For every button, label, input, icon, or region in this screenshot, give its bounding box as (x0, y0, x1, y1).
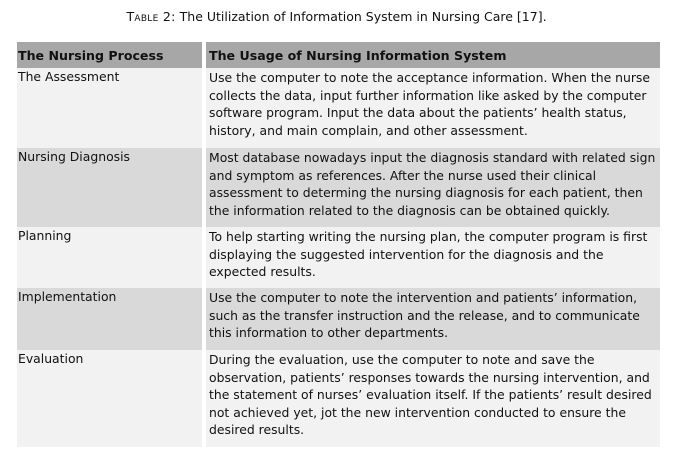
table-caption (0, 9, 673, 24)
table-row (17, 68, 660, 148)
table-row (17, 148, 660, 227)
table-header-row (17, 42, 660, 68)
process-cell: Evaluation (17, 350, 202, 447)
table-row (17, 288, 660, 350)
process-cell: Nursing Diagnosis (17, 148, 202, 227)
process-cell: Implementation (17, 288, 202, 350)
table-row (17, 350, 660, 447)
usage-cell: Use the computer to note the acceptance information. When the nurse collects the data, input further information like asked by the computer software program. Input the data about the patients’ health status, history, and main complain, and other assessment. (206, 68, 660, 148)
usage-cell: During the evaluation, use the computer to note and save the observation, patients’ responses towards the nursing intervention, and the statement of nurses’ evaluation itself. If the patients’ result desired not achieved yet, jot the new intervention conducted to ensure the desired results. (206, 350, 660, 447)
nursing-information-table (17, 42, 660, 447)
usage-cell: To help starting writing the nursing plan, the computer program is first displaying the suggested intervention for the diagnosis and the expected results. (206, 227, 660, 288)
table-caption-text: The Utilization of Information System in Nursing Care [17]. (175, 9, 547, 24)
header-nursing-process: The Nursing Process (17, 42, 202, 68)
table-row (17, 227, 660, 288)
usage-cell: Use the computer to note the intervention and patients’ information, such as the transfer instruction and the release, and to communicate this information to other departments. (206, 288, 660, 350)
process-cell: The Assessment (17, 68, 202, 148)
table-caption-label: Table 2: (126, 9, 176, 24)
header-usage: The Usage of Nursing Information System (206, 42, 660, 68)
process-cell: Planning (17, 227, 202, 288)
usage-cell: Most database nowadays input the diagnosis standard with related sign and symptom as references. After the nurse used their clinical assessment to determing the nursing diagnosis for each patient, then the information related to the diagnosis can be obtained quickly. (206, 148, 660, 227)
